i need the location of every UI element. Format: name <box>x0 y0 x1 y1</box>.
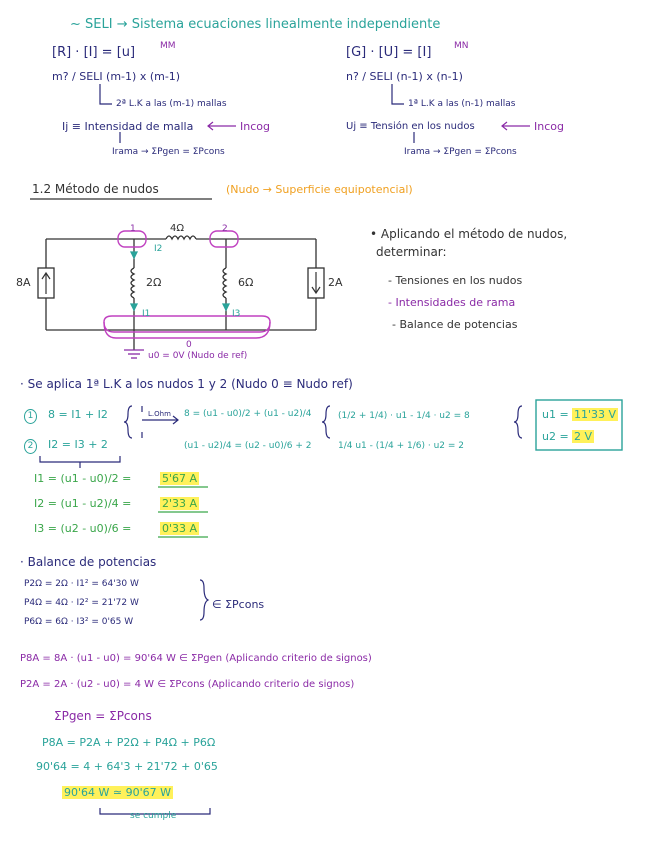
label-node-0: 0 <box>186 340 192 350</box>
balance-heading: · Balance de potencias <box>20 555 157 569</box>
current-i2-expr: I2 = (u1 - u2)/4 = <box>34 497 132 510</box>
system-eq-1: (1/2 + 1/4) · u1 - 1/4 · u2 = 8 <box>338 411 470 421</box>
eq1-number: 1 <box>24 409 37 424</box>
power-6ohm: P6Ω = 6Ω · I3² = 0'65 W <box>24 617 134 627</box>
section-subtitle: (Nudo → Superficie equipotencial) <box>226 183 413 196</box>
node-balance: Irama → ΣPgen = ΣPcons <box>404 147 517 157</box>
resistor-2ohm <box>131 268 134 298</box>
resistance-matrix-sup: MM <box>160 41 176 51</box>
solution-u2-value: 2 V <box>574 430 593 443</box>
current-source-2a <box>308 268 324 298</box>
power-2ohm: P2Ω = 2Ω · I1² = 64'30 W <box>24 579 139 589</box>
eq1: 8 = I1 + I2 <box>48 408 108 421</box>
final-result: 90'64 W ≃ 90'67 W <box>64 786 171 799</box>
header-right-arrow <box>392 84 414 143</box>
eq2: I2 = I3 + 2 <box>48 438 108 451</box>
sum-numeric: 90'64 = 4 + 64'3 + 21'72 + 0'65 <box>36 760 218 773</box>
substitution-1: 8 = (u1 - u0)/2 + (u1 - u2)/4 <box>184 409 312 419</box>
task-item-currents: - Intensidades de rama <box>388 296 516 309</box>
substitution-2: (u1 - u2)/4 = (u2 - u0)/6 + 2 <box>184 441 312 451</box>
conductance-matrix-sup: MN <box>454 41 469 51</box>
label-node-1: 1 <box>130 224 136 234</box>
label-node-2: 2 <box>222 224 228 234</box>
resistance-matrix-eq: [R] · [I] = [u] <box>52 45 136 60</box>
label-r-2ohm: 2Ω <box>146 276 162 289</box>
ground-icon <box>124 350 144 358</box>
current-source-8a <box>38 268 54 298</box>
current-i2-value: 2'33 A <box>162 497 198 510</box>
equation-brackets <box>40 406 522 814</box>
node-seli-question: n? / SELI (n-1) x (n-1) <box>346 70 463 83</box>
power-cons-label: ∈ ΣPcons <box>212 598 265 611</box>
solution-u2-label: u2 = <box>542 430 569 443</box>
eq2-number: 2 <box>24 439 37 454</box>
task-item-voltages: - Tensiones en los nudos <box>388 274 523 287</box>
sum-title: ΣPgen = ΣPcons <box>54 709 152 723</box>
current-i3-value: 0'33 A <box>162 522 198 535</box>
current-i1-expr: I1 = (u1 - u0)/2 = <box>34 472 132 485</box>
node-incog: Incog <box>534 120 564 133</box>
label-i1: I1 <box>142 309 151 319</box>
label-r-6ohm: 6Ω <box>238 276 254 289</box>
label-ground-ref: u0 = 0V (Nudo de ref) <box>148 351 248 361</box>
power-2a: P2A = 2A · (u2 - u0) = 4 W ∈ ΣPcons (Aplicando criterio de signos) <box>20 679 355 690</box>
mesh-incog: Incog <box>240 120 270 133</box>
mesh-seli-question: m? / SELI (m-1) x (m-1) <box>52 70 181 83</box>
circuit-wires <box>46 239 316 350</box>
current-i1-value: 5'67 A <box>162 472 198 485</box>
sum-equation: P8A = P2A + P2Ω + P4Ω + P6Ω <box>42 736 216 749</box>
label-src-8a: 8A <box>16 276 31 289</box>
solution-u1-value: 11'33 V <box>574 408 617 421</box>
resistor-6ohm <box>223 268 226 298</box>
power-8a: P8A = 8A · (u1 - u0) = 90'64 W ∈ ΣPgen (Aplicando criterio de signos) <box>20 653 372 664</box>
label-i3: I3 <box>232 309 241 319</box>
task-intro-2: determinar: <box>376 245 447 259</box>
current-i3-expr: I3 = (u2 - u0)/6 = <box>34 522 132 535</box>
label-i2: I2 <box>154 244 163 254</box>
final-note: se cumple <box>130 811 177 821</box>
node-kirchhoff-law: 1ª L.K a las (n-1) mallas <box>408 99 516 109</box>
mesh-kirchhoff-law: 2ª L.K a las (m-1) mallas <box>116 99 227 109</box>
mesh-balance: Irama → ΣPgen = ΣPcons <box>112 147 225 157</box>
mesh-current-def: Ij ≡ Intensidad de malla <box>62 120 194 133</box>
resistor-4ohm <box>166 236 196 239</box>
apply-kcl-line: · Se aplica 1ª L.K a los nudos 1 y 2 (Nudo 0 ≡ Nudo ref) <box>20 377 353 391</box>
page-header-title: ~ SELI → Sistema ecuaciones linealmente independiente <box>70 17 441 32</box>
solution-u1-label: u1 = <box>542 408 569 421</box>
task-item-balance: - Balance de potencias <box>392 318 518 331</box>
ohm-law-label: L.Ohm <box>148 410 171 418</box>
node-voltage-def: Uj ≡ Tensión en los nudos <box>346 121 475 132</box>
section-heading: 1.2 Método de nudos <box>32 182 159 196</box>
conductance-matrix-eq: [G] · [U] = [I] <box>346 45 432 60</box>
label-src-2a: 2A <box>328 276 343 289</box>
label-r-4ohm: 4Ω <box>170 223 185 234</box>
power-4ohm: P4Ω = 4Ω · I2² = 21'72 W <box>24 598 139 608</box>
system-eq-2: 1/4 u1 - (1/4 + 1/6) · u2 = 2 <box>338 441 464 451</box>
header-left-arrow <box>100 84 120 143</box>
task-intro-1: • Aplicando el método de nudos, <box>370 227 568 241</box>
